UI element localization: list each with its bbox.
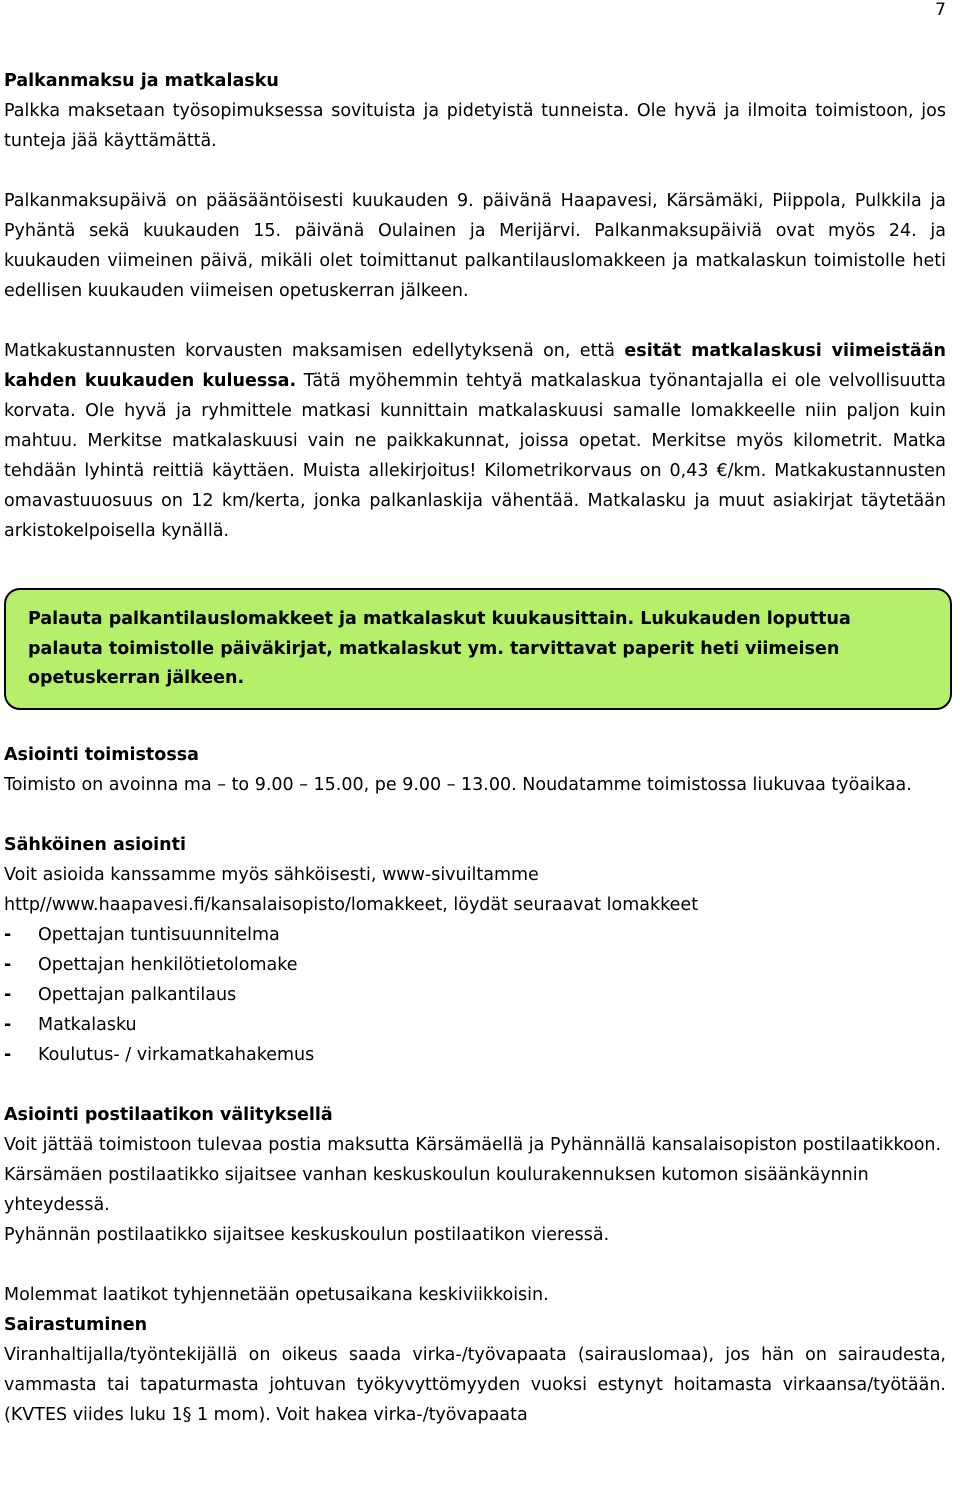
paragraph-matkakustannukset — [4, 336, 946, 546]
section-heading-sairastuminen: Sairastuminen — [4, 1314, 148, 1335]
matkakustannukset-text-end: Tätä myöhemmin tehtyä matkalaskua työnantajalla ei ole velvollisuutta korvata. Ole hyvä ja ryhmittele matkasi kunnittain matkalaskuusi samalle lomakkeelle niin paljon kuin mahtuu. Merkitse matkalaskuusi vain ne paikkakunnat, joissa opetat. Merkitse myös kilometrit. Matka tehdään lyhintä reittiä käyttäen. Muista allekirjoitus! Kilometrikorvaus on 0,43 €/km. Matkakustannusten omavastuuosuus on 12 km/kerta, jonka palkanlaskija vähentää. Matkalasku ja muut asiakirjat täytetään arkistokelpoisella kynällä. — [4, 371, 946, 541]
reminder-callout-text: Palauta palkantilauslomakkeet ja matkalaskut kuukausittain. Lukukauden loputtua palauta toimistolle päiväkirjat, matkalaskut ym. tarvittavat paperit heti viimeisen opetuskerran jälkeen. — [28, 609, 851, 688]
section-heading-palkanmaksu: Palkanmaksu ja matkalasku — [4, 71, 279, 91]
paragraph-palkanmaksupaiva: Palkanmaksupäivä on pääsääntöisesti kuukauden 9. päivänä Haapavesi, Kärsämäki, Piippola, Pulkkila ja Pyhäntä sekä kuukauden 15. päivänä Oulainen ja Merijärvi. Palkanmaksupäiviä ovat myös 24. ja kuukauden viimeinen päivä, mikäli olet toimittanut palkantilauslomakkeen ja matkalaskun toimistolle heti edellisen kuukauden viimeisen opetuskerran jälkeen. — [4, 191, 946, 301]
paragraph-tyhjennys: Molemmat laatikot tyhjennetään opetusaikana keskiviikkoisin. — [4, 1284, 549, 1305]
list-dash: - — [4, 1044, 12, 1065]
list-item-label: Koulutus- / virkamatkahakemus — [38, 1044, 315, 1065]
section-heading-sahkoinen-asiointi: Sähköinen asiointi — [4, 834, 187, 855]
section-heading-asiointi-toimistossa: Asiointi toimistossa — [4, 744, 199, 765]
list-item — [4, 920, 946, 950]
paragraph-palkka: Palkka maksetaan työsopimuksessa sovituista ja pidetyistä tunneista. Ole hyvä ja ilmoita toimistoon, jos tunteja jää käyttämättä. — [4, 101, 946, 151]
sahkoinen-url-line: http//www.haapavesi.fi/kansalaisopisto/lomakkeet, löydät seuraavat lomakkeet — [4, 894, 699, 915]
list-dash: - — [4, 1014, 12, 1035]
matkakustannukset-deadline-bold: esität matkalaskusi viimeistään kahden kuukauden kuluessa. — [4, 341, 947, 391]
reminder-callout — [4, 588, 952, 710]
forms-list — [4, 920, 946, 1070]
list-dash: - — [4, 924, 12, 945]
section-heading-postilaatikko: Asiointi postilaatikon välityksellä — [4, 1104, 333, 1125]
document-body — [4, 66, 946, 1430]
matkakustannukset-text-start: Matkakustannusten korvausten maksamisen edellytyksenä on, että — [4, 341, 625, 361]
list-item-label: Opettajan henkilötietolomake — [38, 954, 298, 975]
paragraph-office-hours: Toimisto on avoinna ma – to 9.00 – 15.00, pe 9.00 – 13.00. Noudatamme toimistossa liukuvaa työaikaa. — [4, 774, 912, 795]
list-item — [4, 950, 946, 980]
sahkoinen-intro-line: Voit asioida kanssamme myös sähköisesti, www-sivuiltamme — [4, 864, 539, 885]
list-item-label: Matkalasku — [38, 1014, 137, 1035]
list-item-label: Opettajan palkantilaus — [38, 984, 237, 1005]
list-item — [4, 980, 946, 1010]
paragraph-sairastuminen: Viranhaltijalla/työntekijällä on oikeus saada virka-/työvapaata (sairauslomaa), jos hän on sairaudesta, vammasta tai tapaturmasta johtuvan työkyvyttömyyden vuoksi estynyt hoitamasta virkaansa/työtään. (KVTES viides luku 1§ 1 mom). Voit hakea virka-/työvapaata — [4, 1344, 946, 1425]
paragraph-postilaatikko-intro: Voit jättää toimistoon tulevaa postia maksutta Kärsämäellä ja Pyhännällä kansalaisopiston postilaatikkoon. — [4, 1134, 942, 1155]
list-dash: - — [4, 954, 12, 975]
list-item-label: Opettajan tuntisuunnitelma — [38, 924, 280, 945]
page-number: 7 — [935, 0, 946, 20]
paragraph-karsamaki-postilaatikko: Kärsämäen postilaatikko sijaitsee vanhan keskuskoulun koulurakennuksen kutomon sisäänkäynnin yhteydessä. — [4, 1164, 869, 1215]
paragraph-pyhanta-postilaatikko: Pyhännän postilaatikko sijaitsee keskuskoulun postilaatikon vieressä. — [4, 1224, 610, 1245]
list-item — [4, 1010, 946, 1040]
list-dash: - — [4, 984, 12, 1005]
list-item — [4, 1040, 946, 1070]
